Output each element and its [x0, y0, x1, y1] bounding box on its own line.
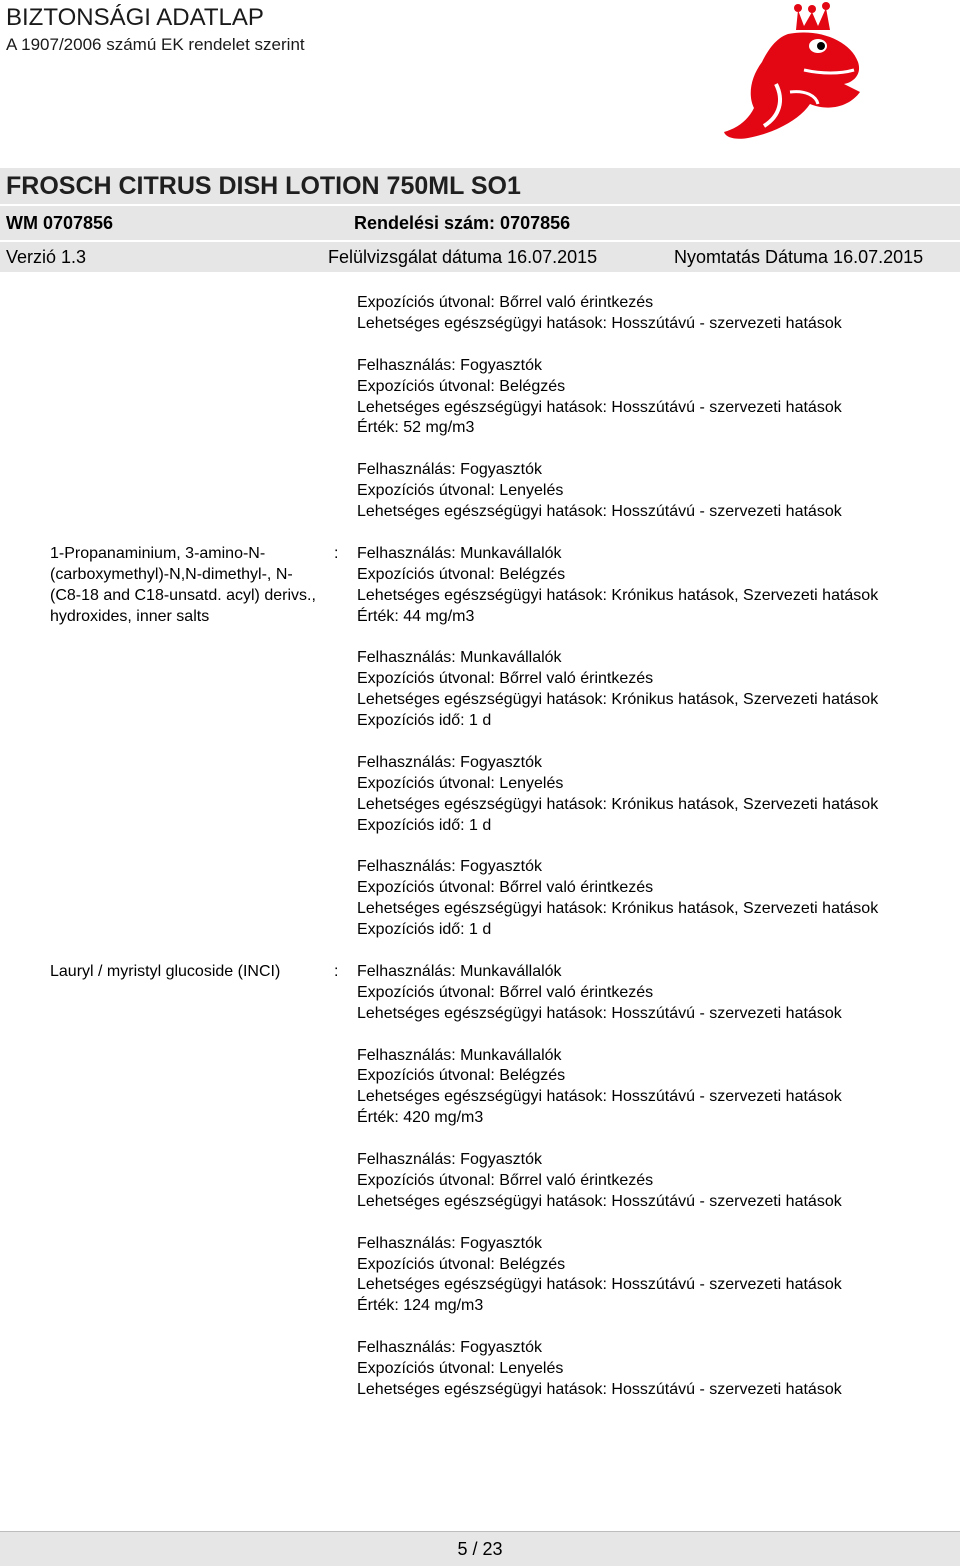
exposure-block — [357, 544, 917, 628]
substance-name: 1-Propanaminium, 3-amino-N-(carboxymethyl)-N,N-dimethyl-, N-(C8-18 and C18-unsatd. acyl) derivs., hydroxides, inner salts — [50, 544, 316, 625]
exposure-line: Expozíciós útvonal: Lenyelés — [357, 774, 564, 792]
exposure-line: Felhasználás: Fogyasztók — [357, 1151, 542, 1169]
exposure-line: Expozíciós idő: 1 d — [357, 816, 492, 834]
exposure-line: Expozíciós útvonal: Belégzés — [357, 1067, 566, 1085]
document-title: BIZTONSÁGI ADATLAP — [6, 4, 264, 31]
order-number: Rendelési szám: 0707856 — [354, 213, 571, 233]
exposure-line: Lehetséges egészségügyi hatások: Hosszútávú - szervezeti hatások — [357, 314, 842, 332]
exposure-line: Expozíciós útvonal: Lenyelés — [357, 482, 564, 500]
exposure-line: Lehetséges egészségügyi hatások: Krónikus hatások, Szervezeti hatások — [357, 900, 879, 918]
page-number: 5 / 23 — [457, 1539, 503, 1559]
print-date: Nyomtatás Dátuma 16.07.2015 — [674, 247, 924, 267]
exposure-block — [357, 1150, 917, 1213]
wm-number: WM 0707856 — [6, 213, 114, 233]
exposure-line: Lehetséges egészségügyi hatások: Krónikus hatások, Szervezeti hatások — [357, 795, 879, 813]
revision-date: Felülvizsgálat dátuma 16.07.2015 — [328, 247, 598, 267]
substance-row — [0, 544, 960, 941]
exposure-line: Felhasználás: Fogyasztók — [357, 858, 542, 876]
exposure-line: Expozíciós útvonal: Belégzés — [357, 1255, 566, 1273]
exposure-line: Expozíciós útvonal: Belégzés — [357, 377, 566, 395]
exposure-line: Felhasználás: Fogyasztók — [357, 356, 542, 374]
exposure-line: Expozíciós útvonal: Bőrrel való érintkezés — [357, 294, 654, 311]
exposure-line: Érték: 44 mg/m3 — [357, 607, 475, 625]
exposure-line: Lehetséges egészségügyi hatások: Hosszútávú - szervezeti hatások — [357, 1088, 842, 1106]
exposure-block — [357, 1234, 917, 1318]
exposure-block — [357, 1338, 917, 1401]
frog-with-crown-logo — [718, 0, 866, 148]
exposure-line: Lehetséges egészségügyi hatások: Hosszútávú - szervezeti hatások — [357, 398, 842, 416]
exposure-line: Felhasználás: Fogyasztók — [357, 753, 542, 771]
exposure-line: Felhasználás: Fogyasztók — [357, 1234, 542, 1252]
exposure-block — [357, 356, 917, 440]
exposure-line: Lehetséges egészségügyi hatások: Krónikus hatások, Szervezeti hatások — [357, 586, 879, 604]
exposure-line: Érték: 420 mg/m3 — [357, 1109, 484, 1127]
exposure-block — [357, 460, 917, 523]
exposure-line: Expozíciós útvonal: Bőrrel való érintkezés — [357, 879, 654, 897]
exposure-line: Expozíciós idő: 1 d — [357, 712, 492, 730]
exposure-line: Expozíciós idő: 1 d — [357, 921, 492, 939]
exposure-block — [357, 648, 917, 732]
exposure-line: Expozíciós útvonal: Bőrrel való érintkezés — [357, 670, 654, 688]
substance-row — [0, 962, 960, 1401]
exposure-line: Felhasználás: Fogyasztók — [357, 461, 542, 479]
exposure-line: Expozíciós útvonal: Bőrrel való érintkezés — [357, 1171, 654, 1189]
exposure-line: Expozíciós útvonal: Belégzés — [357, 565, 566, 583]
version: Verzió 1.3 — [6, 247, 87, 267]
exposure-line: Lehetséges egészségügyi hatások: Hosszútávú - szervezeti hatások — [357, 1276, 842, 1294]
exposure-block — [357, 962, 917, 1025]
substance-row — [0, 293, 960, 523]
exposure-line: Lehetséges egészségügyi hatások: Hosszútávú - szervezeti hatások — [357, 1192, 842, 1210]
substance-name: Lauryl / myristyl glucoside (INCI) — [50, 962, 281, 980]
exposure-block — [357, 1046, 917, 1130]
label-colon: : — [334, 962, 339, 980]
exposure-line: Felhasználás: Munkavállalók — [357, 649, 562, 667]
exposure-line: Felhasználás: Munkavállalók — [357, 1046, 562, 1064]
exposure-line: Érték: 52 mg/m3 — [357, 419, 475, 437]
exposure-line: Lehetséges egészségügyi hatások: Hosszútávú - szervezeti hatások — [357, 1380, 842, 1398]
exposure-line: Felhasználás: Fogyasztók — [357, 1339, 542, 1357]
exposure-line: Expozíciós útvonal: Bőrrel való érintkezés — [357, 983, 654, 1001]
exposure-line: Felhasználás: Munkavállalók — [357, 544, 562, 562]
product-name: FROSCH CITRUS DISH LOTION 750ML SO1 — [6, 172, 521, 200]
exposure-line: Lehetséges egészségügyi hatások: Krónikus hatások, Szervezeti hatások — [357, 691, 879, 709]
exposure-block — [357, 753, 917, 837]
label-colon: : — [334, 544, 339, 562]
exposure-block — [357, 857, 917, 941]
document-subtitle: A 1907/2006 számú EK rendelet szerint — [6, 35, 305, 54]
exposure-block — [357, 293, 917, 335]
exposure-line: Felhasználás: Munkavállalók — [357, 962, 562, 980]
exposure-line: Expozíciós útvonal: Lenyelés — [357, 1360, 564, 1378]
exposure-line: Lehetséges egészségügyi hatások: Hosszútávú - szervezeti hatások — [357, 503, 842, 521]
exposure-line: Lehetséges egészségügyi hatások: Hosszútávú - szervezeti hatások — [357, 1004, 842, 1022]
exposure-content — [0, 293, 960, 1422]
exposure-line: Érték: 124 mg/m3 — [357, 1297, 484, 1315]
